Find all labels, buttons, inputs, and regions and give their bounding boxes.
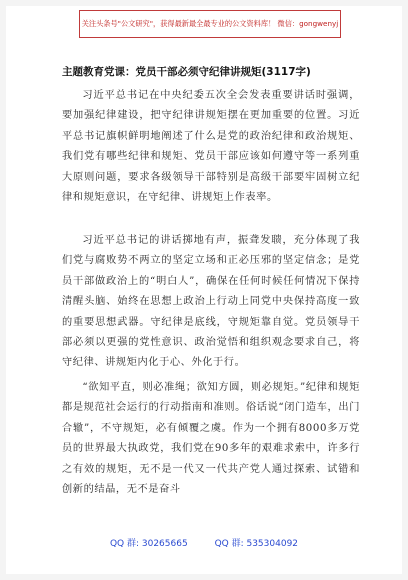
document-title: 主题教育党课：党员干部必须守纪律讲规矩(3117字) [62,66,311,78]
footer-qq-group-2: QQ 群: 535304092 [214,539,299,549]
footer-contact [6,536,402,549]
paragraph-2: 习近平总书记的讲话掷地有声，振聋发聩，充分体现了我们党与腐败势不两立的坚定立场和正必压邪的坚定信念；是党员干部做政治上的“明白人”，确保在任何时候任何情况下保持清醒头脑、始终在思想上政治上行动上同党中央保持高度一致的重要思想武器。守纪律是底线，守规矩靠自觉。党员领导干部必须以更强的党性意识、政治觉悟和组织观念要求自己，将守纪律、讲规矩内化于心、外化于行。 [62,235,360,369]
footer-qq-group-1: QQ 群: 30265665 [109,539,188,549]
paragraph-1: 习近平总书记在中央纪委五次全会发表重要讲话时强调，要加强纪律建设，把守纪律讲规矩摆在更加重要的位置。习近平总书记旗帜鲜明地阐述了什么是党的政治纪律和政治规矩、我们党有哪些纪律和规矩、党员干部应该如何遵守等一系列重大原则问题，要求各级领导干部特别是高级干部要牢固树立纪律和规矩意识，在守纪律、讲规矩上作表率。 [62,90,360,204]
header-banner: 关注头条号"公文研究"，获得最新最全最专业的公文资料库！ 微信：gongwenyj [79,10,341,38]
paragraph-3: “欲知平直，则必准绳；欲知方圆，则必规矩。”纪律和规矩都是规范社会运行的行动指南和准则。俗话说“闭门造车，出门合辙”，不守规矩，必有倾覆之虞。作为一个拥有8000多万党员的世界最大执政党，我们党在90多年的艰难求索中，许多行之有效的规矩，无不是一代又一代共产党人通过探索、试错和创新的结晶，无不是奋斗 [62,382,360,496]
document-page [6,6,402,574]
